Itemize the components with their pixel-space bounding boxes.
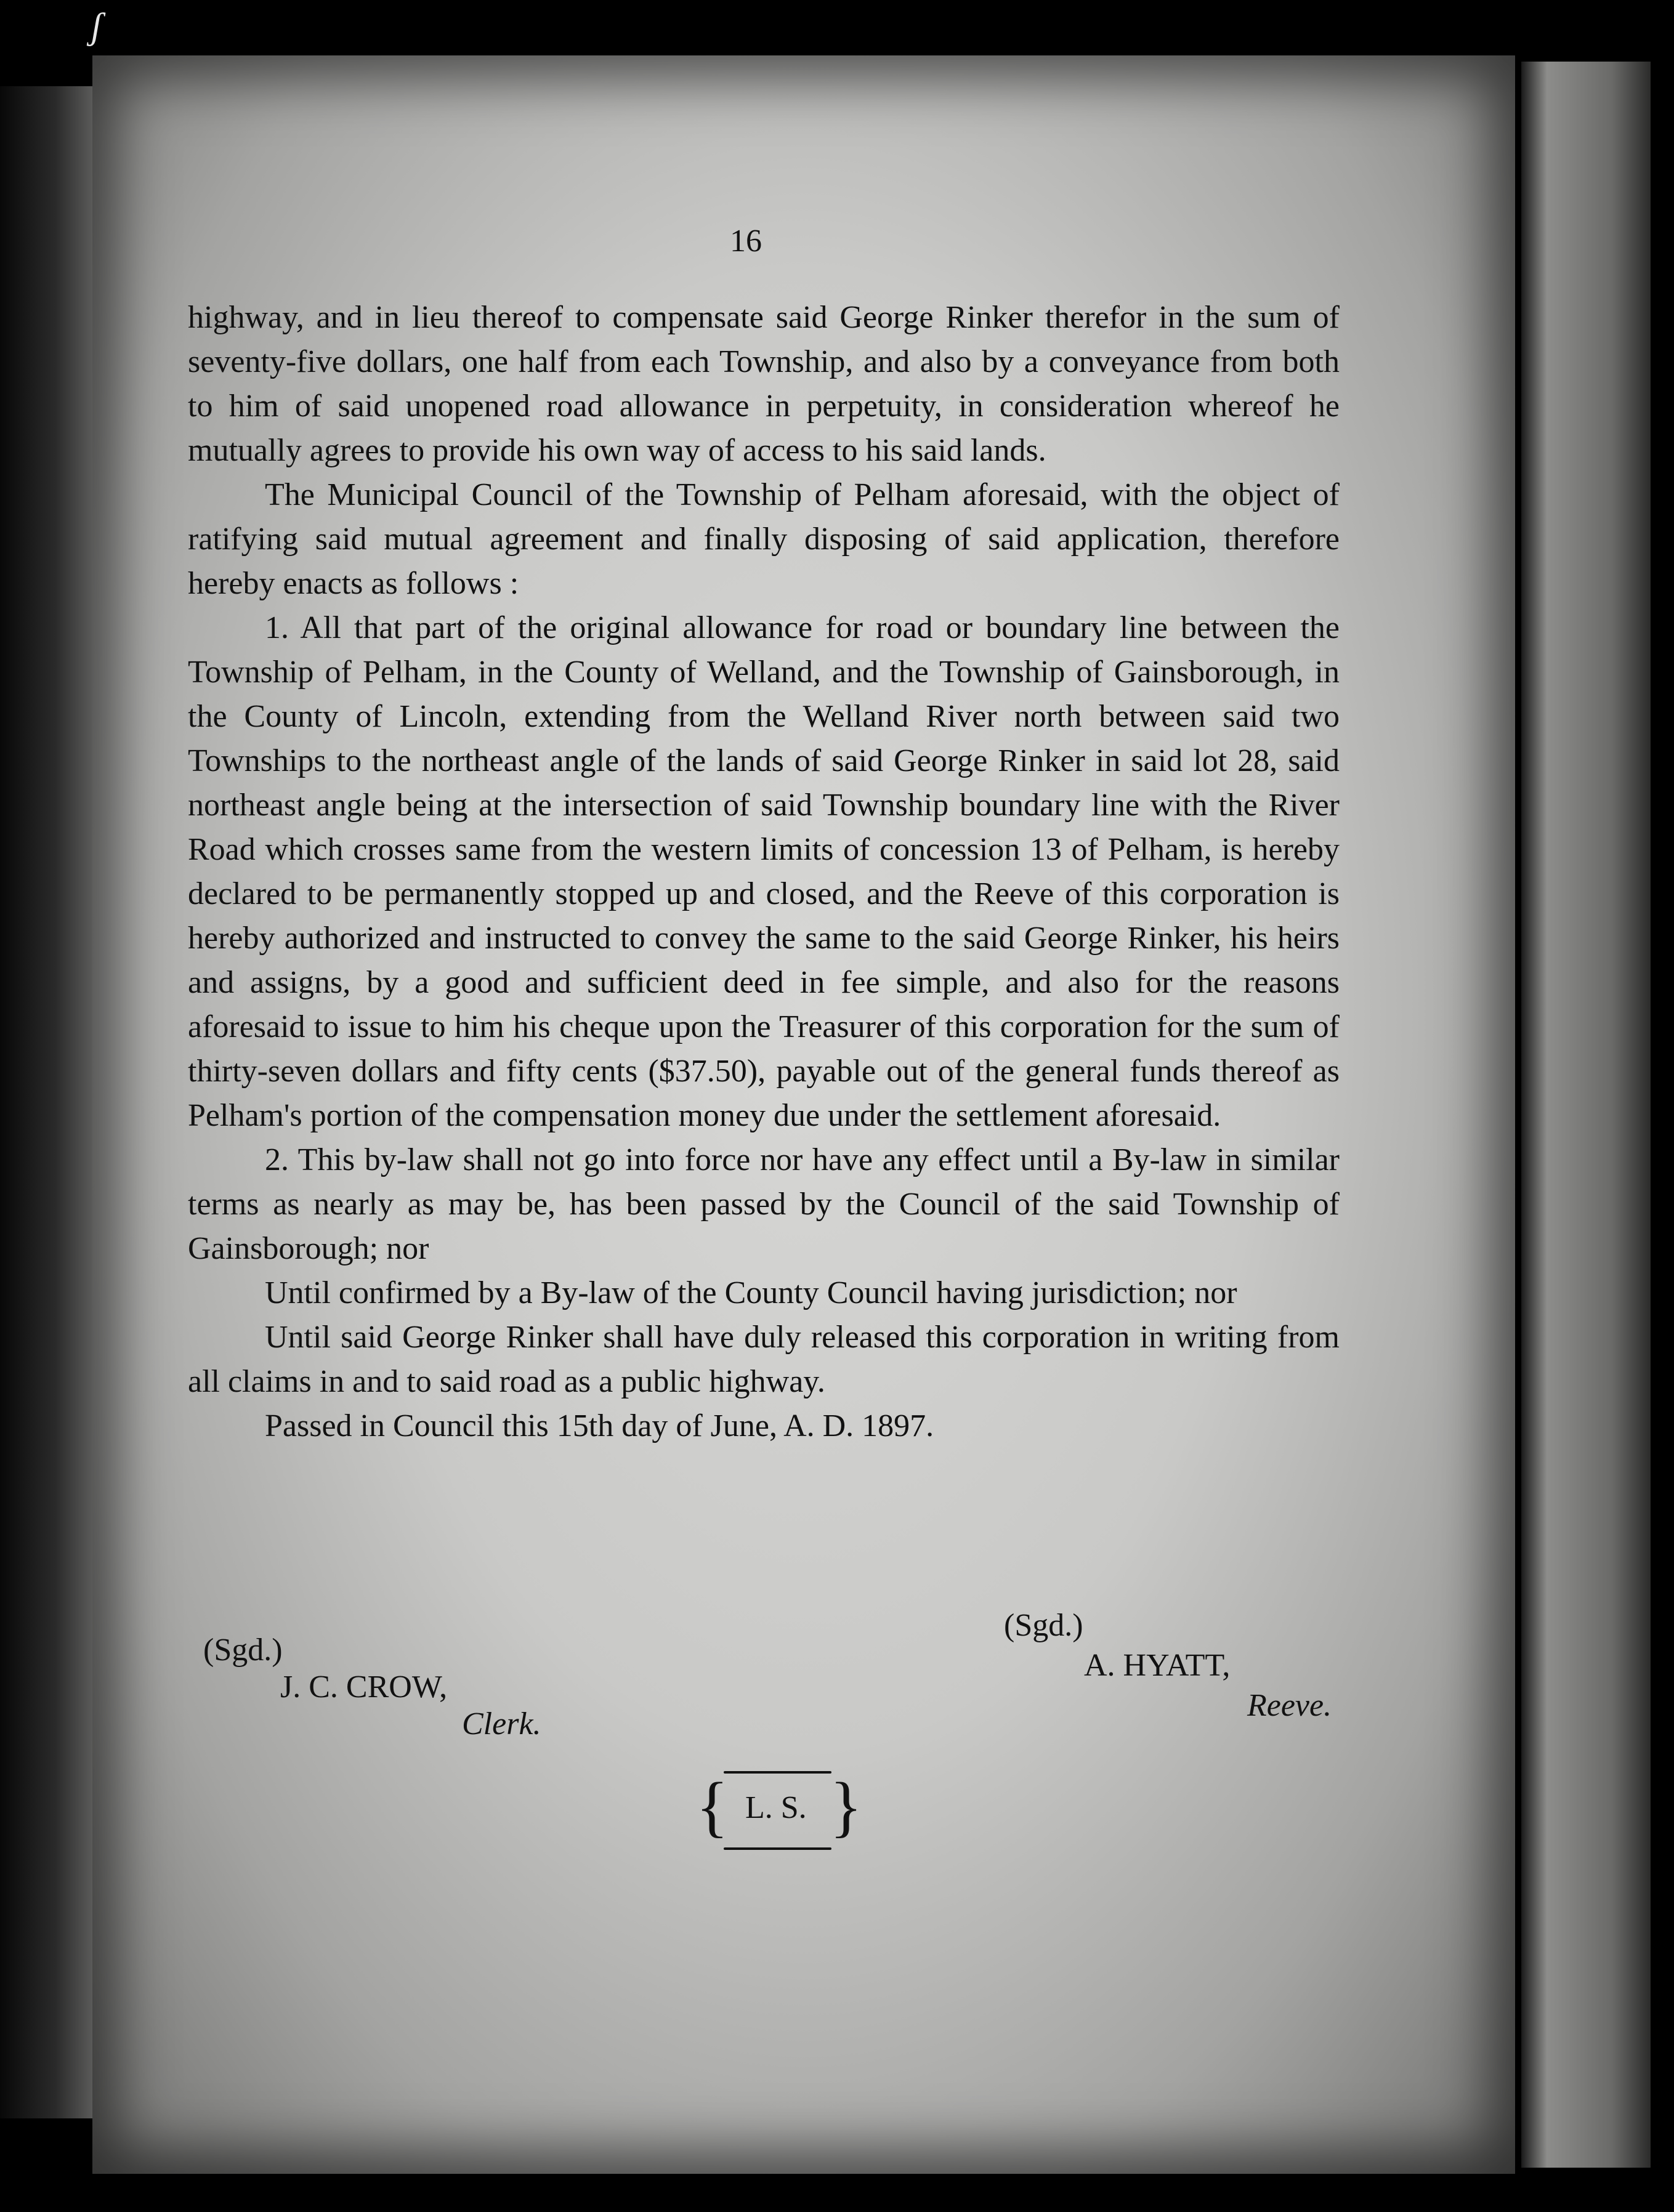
reeve-title: Reeve. <box>1247 1688 1332 1723</box>
paragraph-enactment: The Municipal Council of the Township of Pelham aforesaid, with the object of ratifying said mutual agreement and finally disposing of said application, therefore hereby enacts as follows : <box>188 477 1340 601</box>
left-signed-mark: (Sgd.) <box>203 1633 283 1668</box>
paragraph-county-condition: Until confirmed by a By-law of the County Council having jurisdiction; nor <box>265 1275 1237 1310</box>
page-number: 16 <box>730 224 762 259</box>
paragraph-section-2: 2. This by-law shall not go into force nor have any effect until a By-law in similar terms as nearly as may be, has been passed by the Council of the said Township of Gainsborough; nor <box>188 1142 1340 1266</box>
legal-seal <box>696 1767 862 1854</box>
paragraph-section-1: 1. All that part of the original allowance for road or boundary line between the Township of Pelham, in the County of Welland, and the Township of Gainsborough, in the County of Lincoln, extending from the Welland River north between said two Townships to the northeast angle of the lands of said George Rinker in said lot 28, said northeast angle being at the intersection of said Township boundary line with the River Road which crosses same from the western limits of concession 13 of Pelham, is hereby declared to be permanently stopped up and closed, and the Reeve of this corporation is hereby authorized and instructed to convey the same to the said George Rinker, his heirs and assigns, by a good and sufficient deed in fee simple, and also for the reasons aforesaid to issue to him his cheque upon the Treasurer of this corporation for the sum of thirty-seven dollars and fifty cents ($37.50), payable out of the general funds thereof as Pelham's portion of the compensation money due under the settlement aforesaid. <box>188 610 1340 1133</box>
reeve-name: A. HYATT, <box>1084 1648 1231 1683</box>
left-page-edge <box>0 86 92 2118</box>
paragraph-passed-date: Passed in Council this 15th day of June, A. D. 1897. <box>265 1408 934 1443</box>
clerk-title: Clerk. <box>462 1706 541 1742</box>
right-signed-mark: (Sgd.) <box>1004 1608 1083 1643</box>
seal-bottom-rule <box>724 1847 831 1850</box>
paragraph-release-condition: Until said George Rinker shall have duly released this corporation in writing from all claims in and to said road as a public highway. <box>188 1320 1340 1399</box>
paragraph-continuation: highway, and in lieu thereof to compensate said George Rinker therefor in the sum of seventy-five dollars, one half from each Township, and also by a conveyance from both to him of said unopened road allowance in perpetuity, in consideration whereof he mutually agrees to provide his own way of access to his said lands. <box>188 300 1340 468</box>
seal-left-brace: { <box>696 1769 729 1844</box>
clerk-name: J. C. CROW, <box>280 1669 448 1705</box>
right-page-edge <box>1521 62 1651 2168</box>
bylaw-text <box>188 296 1340 1448</box>
seal-top-rule <box>724 1771 831 1774</box>
seal-right-brace: } <box>830 1769 862 1844</box>
seal-text: L. S. <box>745 1790 807 1825</box>
corner-mark: ʃ <box>91 6 102 46</box>
